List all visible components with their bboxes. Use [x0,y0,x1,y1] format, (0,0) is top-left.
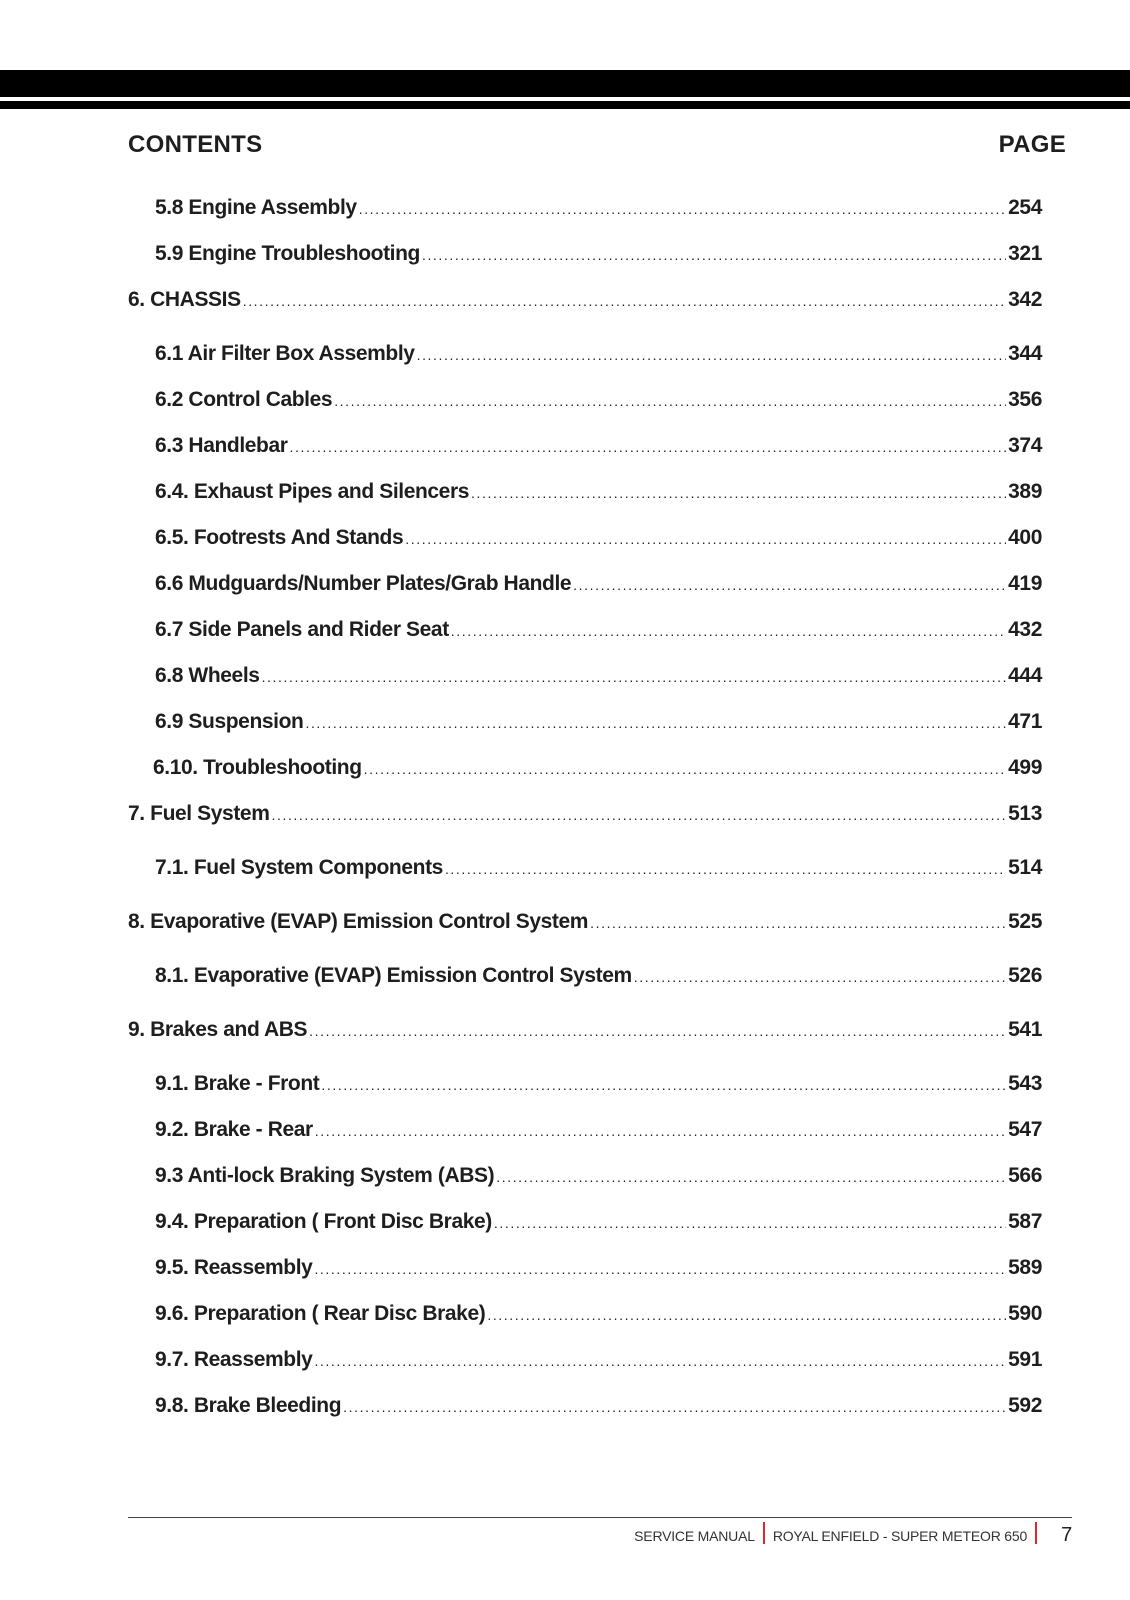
toc-entry-6-1[interactable] [155,342,1042,366]
toc-entry-page: 591 [1008,1348,1042,1371]
toc-entry-title: 6.1 Air Filter Box Assembly [155,342,415,365]
toc-entry-6[interactable] [128,288,1042,312]
dot-leader [314,1261,1006,1277]
dot-leader [405,531,1006,547]
toc-entry-page: 344 [1008,342,1042,365]
toc-entry-title: 6.2 Control Cables [155,388,333,411]
dot-leader [496,1169,1006,1185]
toc-entry-page: 543 [1008,1072,1042,1095]
dot-leader [422,247,1006,263]
dot-leader [343,1399,1006,1415]
toc-entry-6-3[interactable] [155,434,1042,458]
dot-leader [321,1077,1006,1093]
toc-entry-page: 541 [1008,1018,1042,1041]
contents-heading: CONTENTS [128,131,263,158]
dot-leader [417,347,1007,363]
dot-leader [315,1123,1006,1139]
toc-entry-title: 9. Brakes and ABS [128,1018,308,1041]
toc-entry-9-5[interactable] [155,1256,1042,1280]
toc-entry-title: 6.4. Exhaust Pipes and Silencers [155,480,470,503]
toc-entry-6-10[interactable] [153,756,1042,780]
dot-leader [590,915,1006,931]
dot-leader [634,969,1006,985]
toc-entry-page: 400 [1008,526,1042,549]
toc-entry-page: 526 [1008,964,1042,987]
dot-leader [471,485,1006,501]
toc-entry-page: 514 [1008,856,1042,879]
toc-entry-page: 589 [1008,1256,1042,1279]
dot-leader [290,439,1007,455]
toc-entry-page: 342 [1008,288,1042,311]
toc-entry-9-4[interactable] [155,1210,1042,1234]
toc-entry-page: 419 [1008,572,1042,595]
toc-entry-title: 6.5. Footrests And Stands [155,526,404,549]
toc-entry-page: 432 [1008,618,1042,641]
dot-leader [451,623,1006,639]
toc-entry-title: 9.1. Brake - Front [155,1072,320,1095]
dot-leader [309,1023,1006,1039]
toc-entry-9-6[interactable] [155,1302,1042,1326]
toc-entry-title: 6.10. Troubleshooting [153,756,362,779]
toc-entry-6-6[interactable] [155,572,1042,596]
toc-entry-page: 547 [1008,1118,1042,1141]
toc-entry-page: 471 [1008,710,1042,733]
dot-leader [271,807,1006,823]
toc-entry-title: 6.9 Suspension [155,710,304,733]
dot-leader [494,1215,1006,1231]
toc-entry-5-8[interactable] [155,196,1042,220]
toc-entry-page: 513 [1008,802,1042,825]
toc-entry-9-8[interactable] [155,1394,1042,1418]
toc-entry-page: 590 [1008,1302,1042,1325]
toc-entry-9[interactable] [128,1018,1042,1042]
toc-entry-title: 6.8 Wheels [155,664,260,687]
dot-leader [305,715,1006,731]
toc-entry-6-5[interactable] [155,526,1042,550]
toc-entry-page: 389 [1008,480,1042,503]
toc-entry-title: 9.6. Preparation ( Rear Disc Brake) [155,1302,486,1325]
toc-entry-page: 374 [1008,434,1042,457]
toc-entry-title: 8.1. Evaporative (EVAP) Emission Control System [155,964,632,987]
toc-entry-6-7[interactable] [155,618,1042,642]
dot-leader [445,861,1006,877]
toc-entry-page: 321 [1008,242,1042,265]
page-heading: PAGE [998,131,1066,158]
toc-entry-page: 444 [1008,664,1042,687]
dot-leader [573,577,1006,593]
toc-entry-5-9[interactable] [155,242,1042,266]
footer-page-number: 7 [1061,1524,1072,1546]
toc-entry-6-8[interactable] [155,664,1042,688]
toc-entry-title: 9.2. Brake - Rear [155,1118,313,1141]
toc-entry-title: 9.3 Anti-lock Braking System (ABS) [155,1164,495,1187]
toc-entry-title: 5.9 Engine Troubleshooting [155,242,420,265]
toc-entry-title: 6.7 Side Panels and Rider Seat [155,618,449,641]
toc-entry-title: 6.3 Handlebar [155,434,288,457]
toc-entry-8-1[interactable] [155,964,1042,988]
toc-entry-page: 499 [1008,756,1042,779]
toc-entry-9-7[interactable] [155,1348,1042,1372]
dot-leader [314,1353,1006,1369]
toc-entry-title: 7.1. Fuel System Components [155,856,443,879]
toc-entry-title: 9.8. Brake Bleeding [155,1394,342,1417]
dot-leader [359,201,1006,217]
toc-entry-page: 525 [1008,910,1042,933]
toc-entry-page: 592 [1008,1394,1042,1417]
toc-entry-title: 6. CHASSIS [128,288,241,311]
toc-entry-page: 566 [1008,1164,1042,1187]
footer-model-label: ROYAL ENFIELD - SUPER METEOR 650 [772,1527,1028,1544]
toc-entry-7[interactable] [128,802,1042,826]
toc-entry-title: 9.4. Preparation ( Front Disc Brake) [155,1210,492,1233]
dot-leader [243,293,1006,309]
dot-leader [364,761,1007,777]
footer-manual-label: SERVICE MANUAL [634,1527,755,1544]
toc-entry-title: 7. Fuel System [128,802,270,825]
dot-leader [334,393,1006,409]
toc-entry-page: 587 [1008,1210,1042,1233]
footer-separator [763,1522,765,1544]
toc-entry-9-2[interactable] [155,1118,1042,1142]
toc-entry-title: 9.7. Reassembly [155,1348,313,1371]
toc-entry-title: 9.5. Reassembly [155,1256,313,1279]
toc-entry-title: 8. Evaporative (EVAP) Emission Control System [128,910,589,933]
toc-entry-7-1[interactable] [155,856,1042,880]
toc-entry-6-2[interactable] [155,388,1042,412]
footer-separator [1035,1522,1037,1544]
toc-entry-8[interactable] [128,910,1042,934]
toc-entry-title: 6.6 Mudguards/Number Plates/Grab Handle [155,572,572,595]
dot-leader [487,1307,1006,1323]
toc-entry-page: 254 [1008,196,1042,219]
dot-leader [262,669,1007,685]
toc-entry-6-9[interactable] [155,710,1042,734]
toc-entry-9-3[interactable] [155,1164,1042,1188]
page-footer [634,1524,1072,1547]
toc-entry-6-4[interactable] [155,480,1042,504]
toc-entry-title: 5.8 Engine Assembly [155,196,357,219]
footer-rule [128,1517,1072,1518]
toc-entry-9-1[interactable] [155,1072,1042,1096]
toc-entry-page: 356 [1008,388,1042,411]
